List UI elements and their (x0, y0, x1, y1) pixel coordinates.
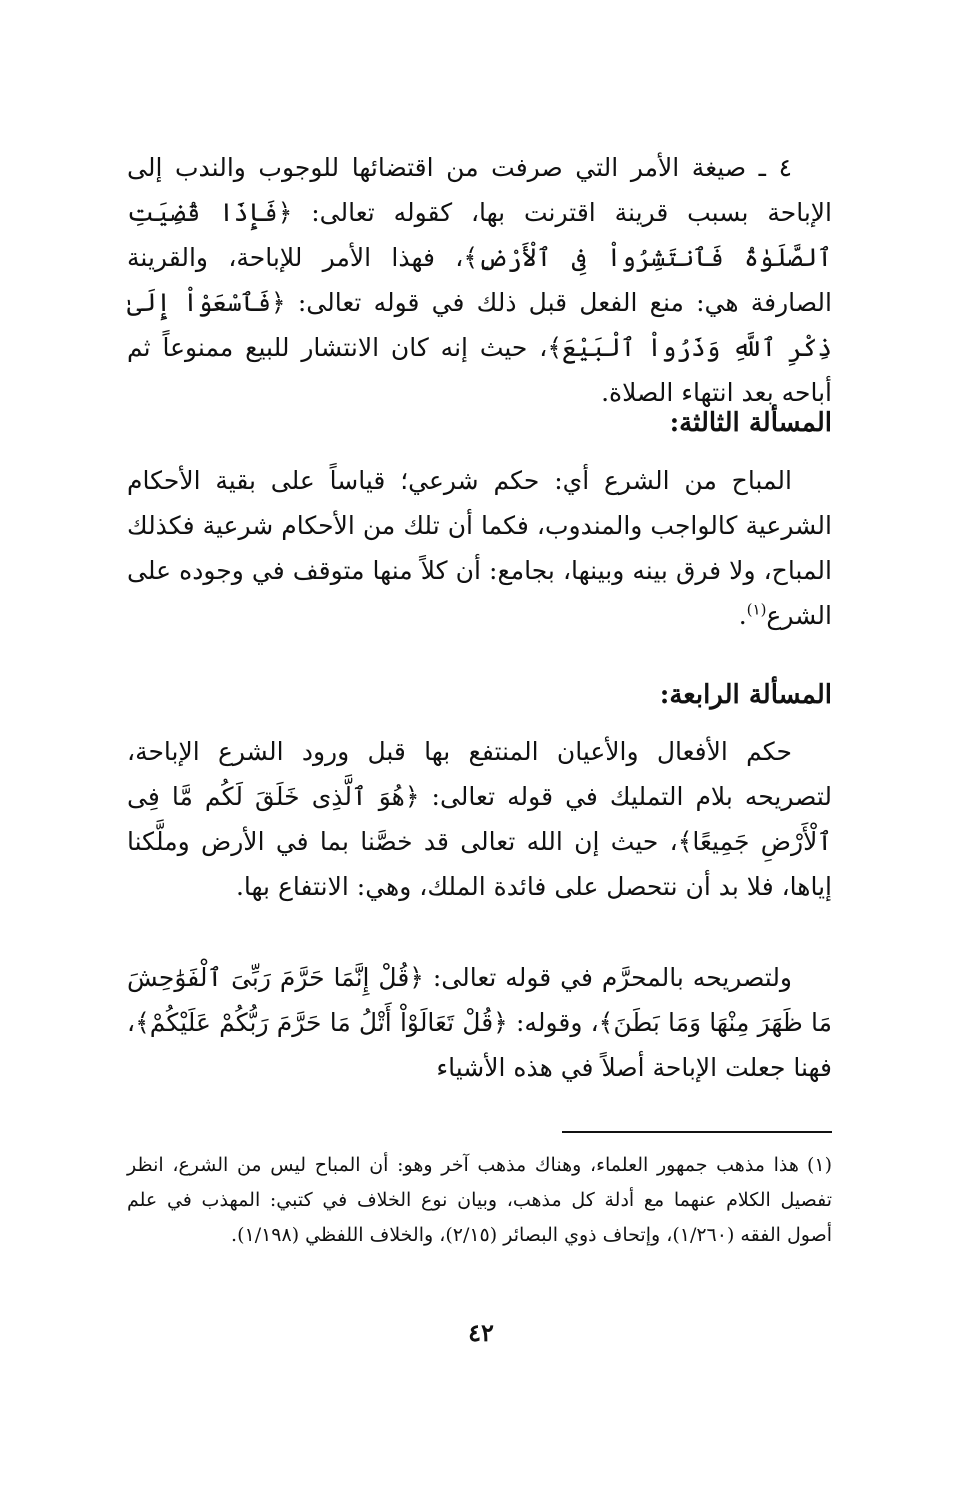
paragraph-text: المباح من الشرع أي: حكم شرعي؛ قياساً على بقية الأحكام الشرعية كالواجب والمندوب، فكما أن تلك من الأحكام شرعية فكذلك المباح، ولا فرق بينه وبينها، بجامع: أن كلاً منها متوقف في وجوده على الشرع (127, 466, 832, 630)
paragraph-text: ولتصريحه بالمحرَّم في قوله تعالى: (423, 963, 793, 992)
paragraph-text: ، حيث إن الله تعالى قد خصَّنا بما في الأرض وملَّكنا إياها، فلا بد أن نتحصل على فائدة الملك، وهي: الانتفاع بها. (127, 827, 832, 901)
footnote-marker: (١) (806, 1154, 832, 1176)
page-number: ٤٢ (468, 1318, 494, 1347)
quran-verse: ﴿فَإِذَا قُضِيَتِ ٱلصَّلَوٰةُ فَٱنتَشِرُواْ فِى ٱلْأَرْضِ﴾ (127, 198, 832, 272)
footnote-divider (562, 1131, 832, 1133)
paragraph-text: ، وقوله: (507, 1008, 599, 1037)
paragraph-fourth-issue-continued (127, 955, 832, 1090)
quran-verse: ﴿فَٱسْعَوْاْ إِلَىٰ ذِكْرِ ٱللَّهِ وَذَرُواْ ٱلْبَيْعَ﴾ (127, 288, 832, 362)
quran-verse: ﴿قُلْ إِنَّمَا حَرَّمَ رَبِّىَ ٱلْفَوَٰحِشَ مَا ظَهَرَ مِنْهَا وَمَا بَطَنَ﴾ (127, 963, 832, 1037)
quran-verse: ﴿قُلْ تَعَالَوْاْ أَتْلُ مَا حَرَّمَ رَبُّكُمْ عَلَيْكُمْ﴾ (135, 1008, 508, 1037)
section-heading-fourth-issue: المسألة الرابعة: (659, 680, 832, 710)
paragraph-text: ٤ ـ صيغة الأمر التي صرفت من اقتضائها للوجوب والندب إلى الإباحة بسبب قرينة اقترنت بها، كقوله تعالى: (127, 153, 832, 227)
paragraph-third-issue (127, 458, 832, 638)
paragraph-text: . (738, 601, 747, 630)
paragraph-form-of-command (127, 145, 832, 415)
paragraph-text: ، حيث إنه كان الانتشار للبيع ممنوعاً ثم أباحه بعد انتهاء الصلاة. (127, 333, 832, 407)
section-heading-third-issue: المسألة الثالثة: (669, 408, 832, 438)
footnote-text: هذا مذهب جمهور العلماء، وهناك مذهب آخر وهو: أن المباح ليس من الشرع، انظر تفصيل الكلام عنهما مع أدلة كل مذهب، وبيان نوع الخلاف في كتبي: المهذب في علم أصول الفقه (١/٢٦٠)، وإتحاف ذوي البصائر (٢/١٥)، والخلاف اللفظي (١/١٩٨). (127, 1154, 832, 1246)
paragraph-fourth-issue (127, 729, 832, 909)
paragraph-text: ، فهذا الأمر للإباحة، والقرينة الصارفة هي: منع الفعل قبل ذلك في قوله تعالى: (127, 243, 832, 317)
paragraph-text: ، فهنا جعلت الإباحة أصلاً في هذه الأشياء (127, 1008, 832, 1082)
footnote (127, 1148, 832, 1253)
paragraph-text: حكم الأفعال والأعيان المنتفع بها قبل ورود الشرع الإباحة، لتصريحه بلام التمليك في قوله تعالى: (127, 737, 833, 811)
footnote-reference: (١) (746, 600, 767, 619)
quran-verse: ﴿هُوَ ٱلَّذِى خَلَقَ لَكُم مَّا فِى ٱلْأَرْضِ جَمِيعًا﴾ (127, 782, 832, 856)
